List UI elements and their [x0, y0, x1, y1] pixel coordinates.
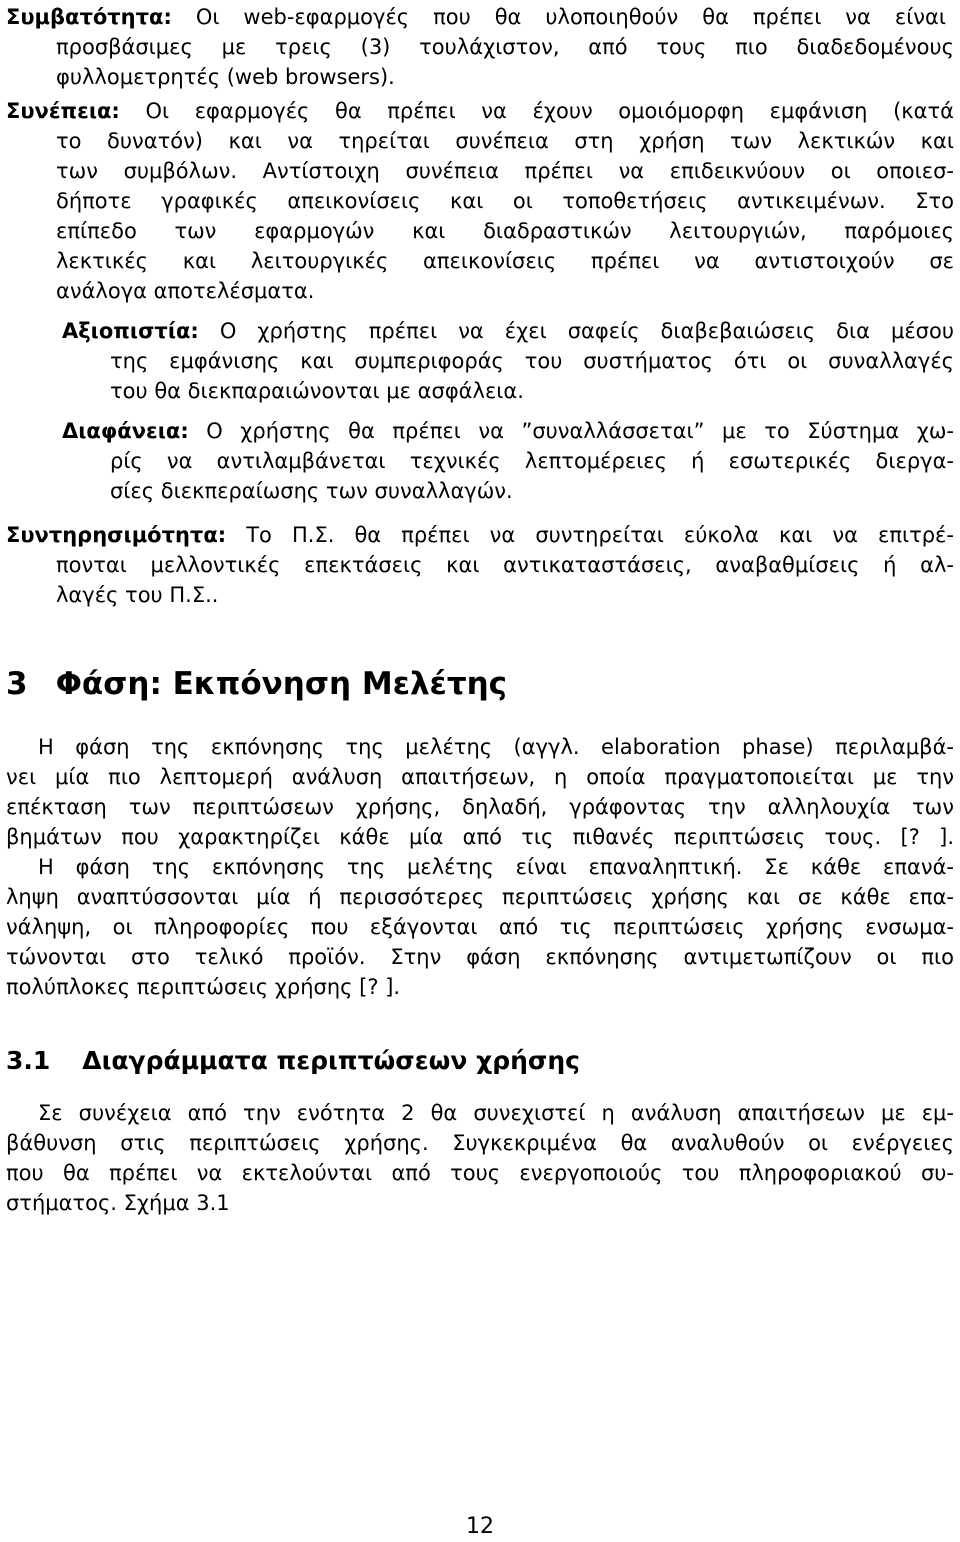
- requirement-line: [6, 96, 954, 126]
- section-number: 3: [6, 666, 28, 702]
- paragraph-line: στήματος. Σχήμα 3.1: [6, 1191, 230, 1215]
- paragraph-line: βάθυνση στις περιπτώσεις χρήσης. Συγκεκριμένα θα αναλυθούν οι ενέργειες: [6, 1131, 954, 1155]
- requirement-line: ανάλογα αποτελέσματα.: [56, 279, 315, 303]
- paragraph-line: επέκταση των περιπτώσεων χρήσης, δηλαδή, γράφοντας την αλληλουχία των: [6, 795, 954, 819]
- requirement-line: λεκτικές και λειτουργικές απεικονίσεις πρέπει να αντιστοιχούν σε: [56, 249, 954, 273]
- requirement-text: Οι web-εφαρμογές που θα υλοποιηθούν θα πρέπει να είναι: [195, 5, 946, 29]
- requirement-text: Ο χρήστης πρέπει να έχει σαφείς διαβεβαιώσεις δια μέσου: [219, 319, 954, 343]
- requirement-term: Αξιοπιστία:: [62, 319, 199, 343]
- paragraph-line: τώνονται στο τελικό προϊόν. Στην φάση εκπόνησης αντιμετωπίζουν οι πιο: [6, 945, 954, 969]
- requirement-line: το δυνατόν) και να τηρείται συνέπεια στη χρήση των λεκτικών και: [56, 129, 954, 153]
- requirement-term: Συντηρησιμότητα:: [6, 523, 227, 547]
- subsection-heading: [6, 1044, 580, 1078]
- requirement-line: λαγές του Π.Σ..: [56, 583, 219, 607]
- paragraph-line: νάληψη, οι πληροφορίες που εξάγονται από τις περιπτώσεις χρήσης ενσωμα-: [6, 915, 954, 939]
- requirement-line: [62, 416, 954, 446]
- requirement-term: Συνέπεια:: [6, 99, 120, 123]
- requirement-line: της εμφάνισης και συμπεριφοράς του συστήματος ότι οι συναλλαγές: [110, 349, 954, 373]
- requirement-line: πονται μελλοντικές επεκτάσεις και αντικαταστάσεις, αναβαθμίσεις ή αλ-: [56, 553, 954, 577]
- paragraph-line: νει μία πιο λεπτομερή ανάλυση απαιτήσεων, η οποία πραγματοποιείται με την: [6, 765, 954, 789]
- section-heading: [6, 664, 507, 704]
- requirement-line: σίες διεκπεραίωσης των συναλλαγών.: [110, 479, 513, 503]
- paragraph-line: ληψη αναπτύσσονται μία ή περισσότερες περιπτώσεις χρήσης και σε κάθε επα-: [6, 885, 954, 909]
- paragraph-line: βημάτων που χαρακτηρίζει κάθε μία από τις πιθανές περιπτώσεις τους. [? ].: [6, 825, 954, 849]
- requirement-line: [6, 2, 946, 32]
- paragraph-line: που θα πρέπει να εκτελούνται από τους ενεργοποιούς του πληροφοριακού συ-: [6, 1161, 954, 1185]
- paragraph-line: Η φάση της εκπόνησης της μελέτης είναι επαναληπτική. Σε κάθε επανά-: [38, 855, 954, 879]
- subsection-title: Διαγράμματα περιπτώσεων χρήσης: [82, 1046, 581, 1075]
- requirement-text: Ο χρήστης θα πρέπει να ”συναλλάσσεται” με το Σύστημα χω-: [206, 419, 954, 443]
- requirement-term: Συμβατότητα:: [6, 5, 172, 29]
- requirement-line: ρίς να αντιλαμβάνεται τεχνικές λεπτομέρειες ή εσωτερικές διεργα-: [110, 449, 954, 473]
- subsection-number: 3.1: [6, 1046, 51, 1075]
- paragraph-line: Η φάση της εκπόνησης της μελέτης (αγγλ. elaboration phase) περιλαμβά-: [38, 735, 954, 759]
- paragraph-line: Σε συνέχεια από την ενότητα 2 θα συνεχιστεί η ανάλυση απαιτήσεων με εμ-: [38, 1101, 954, 1125]
- page-number: 12: [466, 1514, 494, 1539]
- requirement-text: Το Π.Σ. θα πρέπει να συντηρείται εύκολα και να επιτρέ-: [246, 523, 954, 547]
- paragraph-line: πολύπλοκες περιπτώσεις χρήσης [? ].: [6, 975, 401, 999]
- requirement-line: προσβάσιμες με τρεις (3) τουλάχιστον, από τους πιο διαδεδομένους: [56, 35, 954, 59]
- requirement-term: Διαφάνεια:: [62, 419, 189, 443]
- requirement-line: [6, 520, 954, 550]
- requirement-line: [62, 316, 954, 346]
- requirement-text: Οι εφαρμογές θα πρέπει να έχουν ομοιόμορφη εμφάνιση (κατά: [145, 99, 954, 123]
- requirement-line: του θα διεκπαραιώνονται με ασφάλεια.: [110, 379, 524, 403]
- requirement-line: των συμβόλων. Αντίστοιχη συνέπεια πρέπει να επιδεικνύουν οι οποιεσ-: [56, 159, 954, 183]
- requirement-line: δήποτε γραφικές απεικονίσεις και οι τοποθετήσεις αντικειμένων. Στο: [56, 189, 954, 213]
- requirement-line: φυλλομετρητές (web browsers).: [56, 65, 395, 89]
- requirement-line: επίπεδο των εφαρμογών και διαδραστικών λειτουργιών, παρόμοιες: [56, 219, 954, 243]
- section-title: Φάση: Εκπόνηση Μελέτης: [55, 666, 508, 702]
